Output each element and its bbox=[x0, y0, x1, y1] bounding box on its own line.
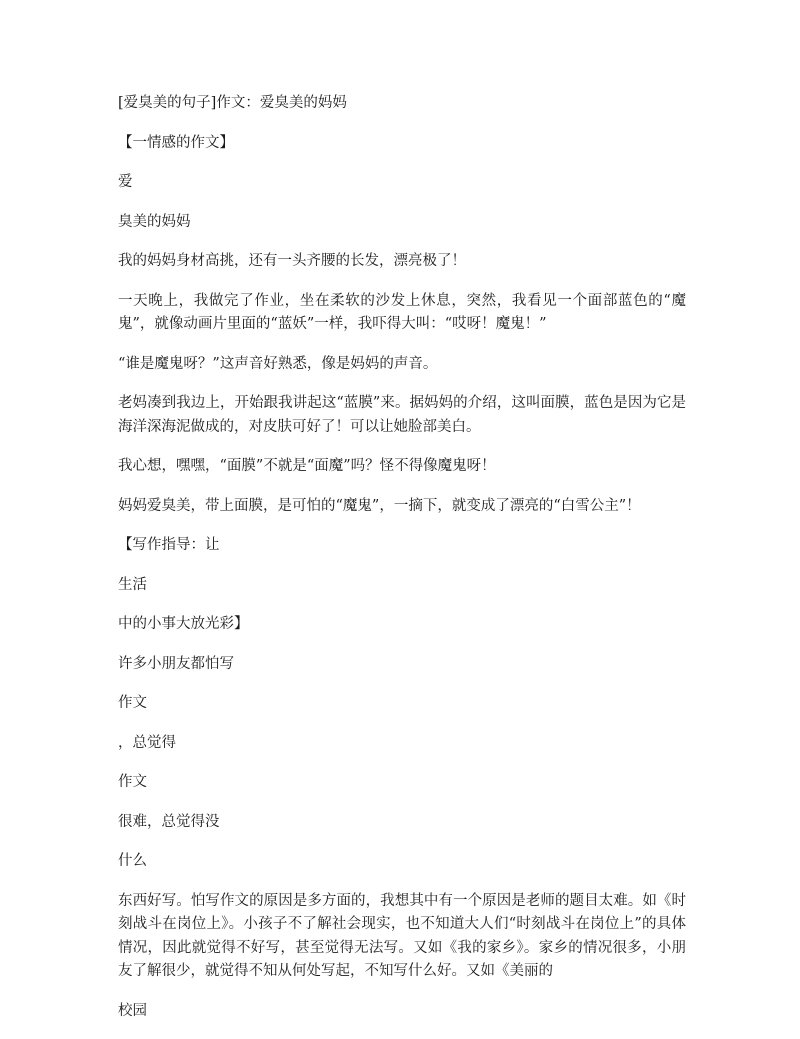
paragraph: ，总觉得 bbox=[118, 734, 176, 751]
paragraph: 什么 bbox=[118, 853, 147, 869]
document-title: [爱臭美的句子]作文：爱臭美的妈妈 bbox=[118, 95, 347, 111]
paragraph: 我的妈妈身材高挑，还有一头齐腰的长发，漂亮极了！ bbox=[118, 253, 466, 269]
paragraph: 作文 bbox=[118, 695, 147, 711]
section-heading: 【写作指导：让 bbox=[118, 537, 220, 553]
paragraph: 妈妈爱臭美，带上面膜，是可怕的“魔鬼”，一摘下，就变成了漂亮的“白雪公主”！ bbox=[118, 497, 641, 514]
paragraph: 校园 bbox=[118, 1002, 147, 1019]
paragraph: 一天晚上，我做完了作业，坐在柔软的沙发上休息，突然，我看见一个面部蓝色的“魔鬼”，就像动画片里面的“蓝妖”一样，我吓得大叫：“哎呀！魔鬼！” bbox=[118, 292, 686, 332]
paragraph: 爱 bbox=[118, 174, 133, 190]
paragraph: 我心想，嘿嘿，“面膜”不就是“面魔”吗？怪不得像魔鬼呀！ bbox=[118, 458, 496, 474]
document-body bbox=[118, 92, 686, 1039]
paragraph: 生活 bbox=[118, 576, 147, 593]
paragraph: 老妈凑到我边上，开始跟我讲起这“蓝膜”来。据妈妈的介绍，这叫面膜，蓝色是因为它是海洋深海泥做成的，对皮肤可好了！可以让她脸部美白。 bbox=[118, 395, 686, 435]
paragraph: 作文 bbox=[118, 774, 147, 790]
paragraph: 很难，总觉得没 bbox=[118, 813, 220, 830]
paragraph: 中的小事大放光彩】 bbox=[118, 616, 249, 632]
section-heading: 【一情感的作文】 bbox=[118, 134, 234, 151]
paragraph: 许多小朋友都怕写 bbox=[118, 655, 234, 672]
paragraph: 臭美的妈妈 bbox=[118, 213, 191, 230]
paragraph: “谁是魔鬼呀？”这声音好熟悉，像是妈妈的声音。 bbox=[118, 355, 438, 372]
paragraph: 东西好写。怕写作文的原因是多方面的，我想其中有一个原因是老师的题目太难。如《时刻战斗在岗位上》。小孩子不了解社会现实，也不知道大人们“时刻战斗在岗位上”的具体情况，因此就觉得不好写，甚至觉得无法写。又如《我的家乡》。家乡的情况很多，小朋友了解很少，就觉得不知从何处写起，不知写什么好。又如《美丽的 bbox=[118, 892, 686, 979]
